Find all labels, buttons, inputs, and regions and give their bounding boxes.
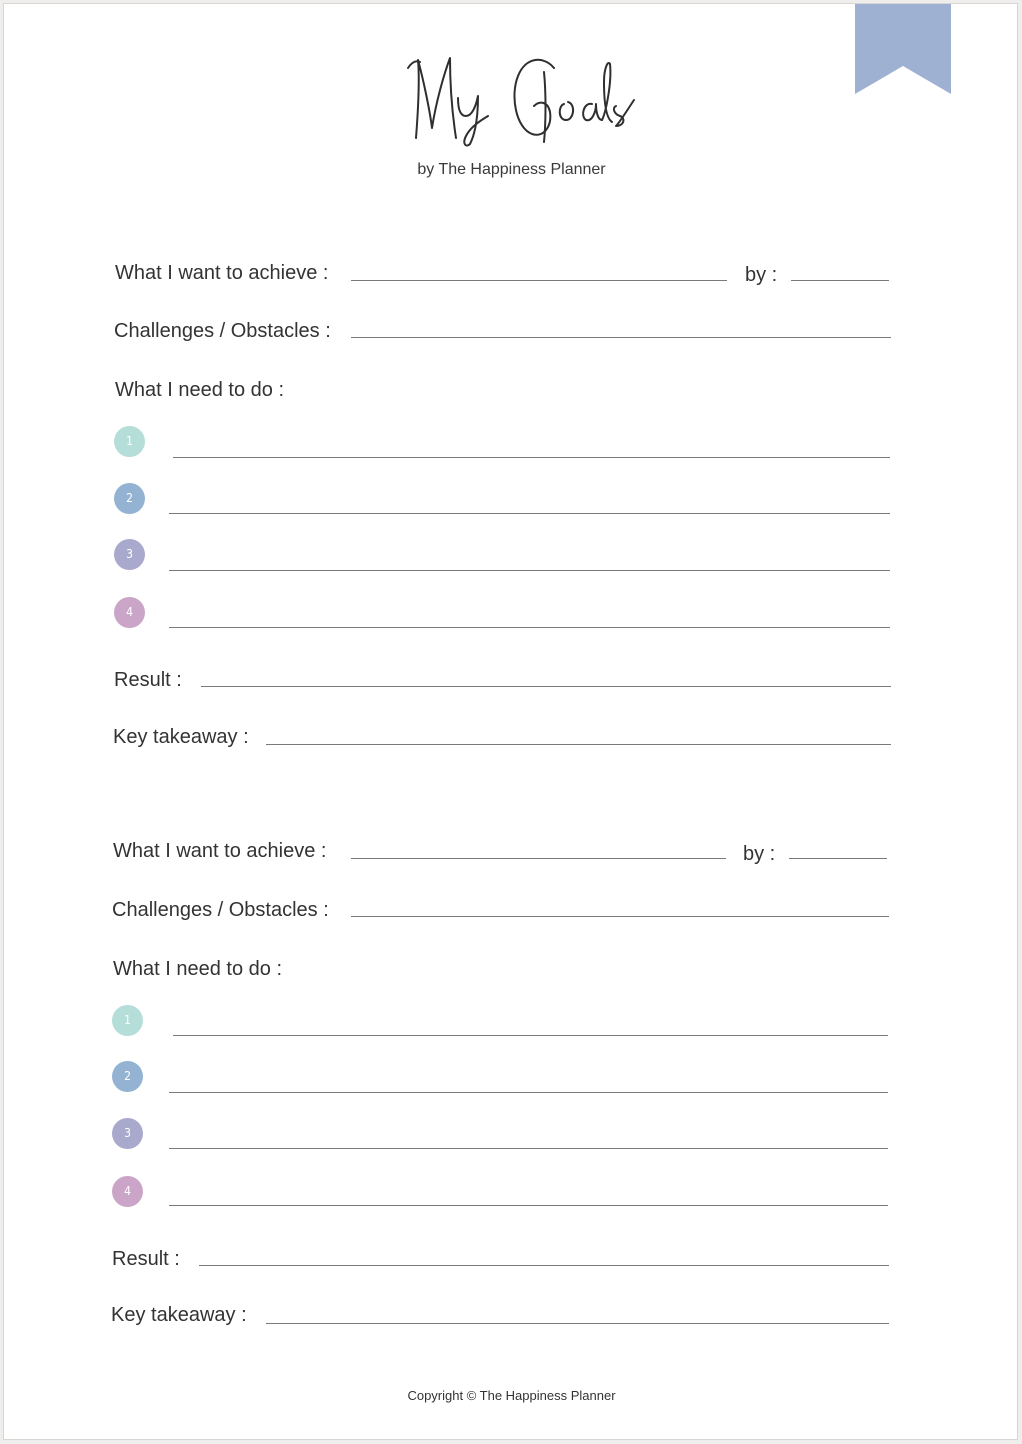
page-subtitle: by The Happiness Planner xyxy=(417,161,606,178)
planner-page xyxy=(3,3,1018,1440)
step-3-input-line[interactable] xyxy=(169,570,890,571)
result-input-line[interactable] xyxy=(199,1265,889,1266)
achieve-label: What I want to achieve : xyxy=(113,840,327,862)
todo-label: What I need to do : xyxy=(115,379,284,401)
result-label: Result : xyxy=(112,1248,180,1270)
step-2-input-line[interactable] xyxy=(169,513,890,514)
challenges-label: Challenges / Obstacles : xyxy=(112,899,329,921)
step-1-badge: 1 xyxy=(112,1005,143,1036)
challenges-input-line[interactable] xyxy=(351,916,889,917)
step-3-badge: 3 xyxy=(114,539,145,570)
achieve-input-line[interactable] xyxy=(351,280,727,281)
step-4-badge: 4 xyxy=(114,597,145,628)
step-1-input-line[interactable] xyxy=(173,1035,888,1036)
by-date-input-line[interactable] xyxy=(791,280,889,281)
title-script-lettering xyxy=(394,42,644,152)
step-2-badge: 2 xyxy=(114,483,145,514)
achieve-label: What I want to achieve : xyxy=(115,262,329,284)
step-4-badge: 4 xyxy=(112,1176,143,1207)
page-title-text xyxy=(394,42,644,43)
step-2-badge: 2 xyxy=(112,1061,143,1092)
step-1-badge: 1 xyxy=(114,426,145,457)
result-input-line[interactable] xyxy=(201,686,891,687)
page-title xyxy=(394,42,644,152)
step-1-input-line[interactable] xyxy=(173,457,890,458)
step-3-badge: 3 xyxy=(112,1118,143,1149)
step-2-input-line[interactable] xyxy=(169,1092,888,1093)
takeaway-input-line[interactable] xyxy=(266,744,891,745)
goal-section-1 xyxy=(4,254,1019,794)
takeaway-label: Key takeaway : xyxy=(113,726,249,748)
todo-label: What I need to do : xyxy=(113,958,282,980)
bookmark-ribbon-icon xyxy=(855,4,951,94)
by-date-input-line[interactable] xyxy=(789,858,887,859)
challenges-label: Challenges / Obstacles : xyxy=(114,320,331,342)
step-4-input-line[interactable] xyxy=(169,627,890,628)
copyright-footer: Copyright © The Happiness Planner xyxy=(407,1388,616,1403)
goal-section-2 xyxy=(4,833,1019,1373)
result-label: Result : xyxy=(114,669,182,691)
takeaway-input-line[interactable] xyxy=(266,1323,889,1324)
by-label: by : xyxy=(745,264,778,286)
step-3-input-line[interactable] xyxy=(169,1148,888,1149)
step-4-input-line[interactable] xyxy=(169,1205,888,1206)
achieve-input-line[interactable] xyxy=(351,858,726,859)
takeaway-label: Key takeaway : xyxy=(111,1304,247,1326)
by-label: by : xyxy=(743,843,776,865)
challenges-input-line[interactable] xyxy=(351,337,891,338)
